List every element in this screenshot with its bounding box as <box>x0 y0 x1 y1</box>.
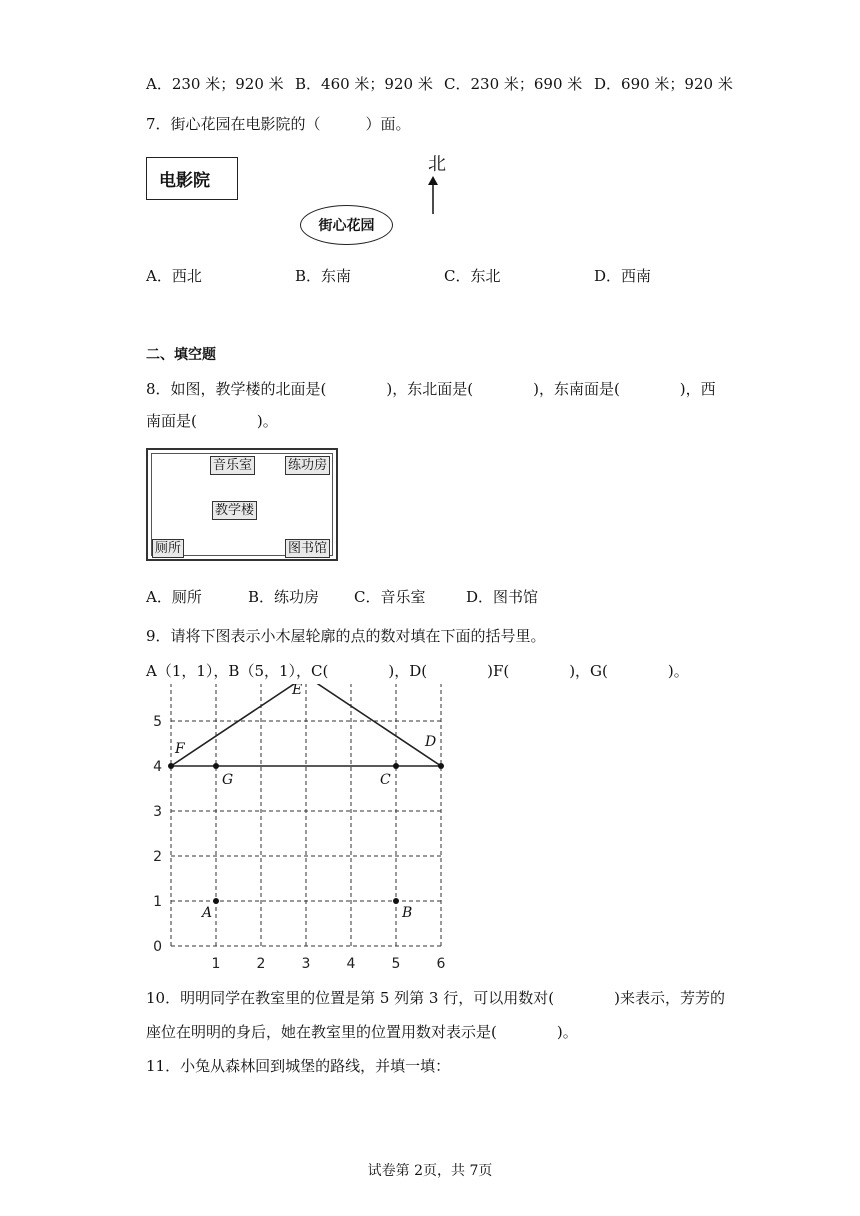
q8-option-d: D．图书馆 <box>466 588 539 606</box>
y-tick-label: 0 <box>153 939 162 955</box>
q10-line2: 座位在明明的身后，她在教室里的位置用数对表示是( )。 <box>146 1023 578 1041</box>
point-a <box>213 898 219 904</box>
y-tick-label: 1 <box>153 894 162 910</box>
point-label-a: A <box>202 905 213 921</box>
q7-question: 7．街心花园在电影院的（ ）面。 <box>146 115 411 133</box>
cinema-label: 电影院 <box>159 171 210 191</box>
building-library: 图书馆 <box>285 539 330 558</box>
q7-option-c: C．东北 <box>444 267 501 285</box>
y-tick-label: 2 <box>153 849 162 865</box>
q8-option-b: B．练功房 <box>248 588 320 606</box>
q7-option-a: A．西北 <box>146 267 202 285</box>
y-tick-label: 4 <box>153 759 162 775</box>
q11-question: 11．小兔从森林回到城堡的路线，并填一填： <box>146 1057 451 1075</box>
coordinate-grid-chart <box>140 684 460 974</box>
x-tick-label: 5 <box>391 956 401 972</box>
x-tick-label: 3 <box>301 956 311 972</box>
x-tick-label: 2 <box>256 956 266 972</box>
q8-line1: 8．如图，教学楼的北面是( )，东北面是( )，东南面是( )，西 <box>146 380 716 398</box>
point-label-c: C <box>380 772 391 788</box>
q6-option-b: B．460 米；920 米 <box>295 75 433 93</box>
garden-label: 街心花园 <box>318 218 375 234</box>
north-label: 北 <box>428 154 446 175</box>
q8-option-c: C．音乐室 <box>354 588 426 606</box>
y-tick-label <box>153 684 162 685</box>
point-c <box>393 763 399 769</box>
page-footer: 试卷第 2页，共 7页 <box>367 1163 493 1179</box>
point-label-f: F <box>175 741 185 757</box>
q7-option-d: D．西南 <box>594 267 652 285</box>
q8-option-a: A．厕所 <box>146 588 202 606</box>
x-tick-label: 6 <box>436 956 446 972</box>
building-toilet: 厕所 <box>152 539 184 558</box>
point-b <box>393 898 399 904</box>
building-practice: 练功房 <box>285 456 330 475</box>
q10-line1: 10．明明同学在教室里的位置是第 5 列第 3 行，可以用数对( )来表示，芳芳的 <box>146 989 725 1007</box>
point-label-d: D <box>425 734 437 750</box>
garden-ellipse <box>300 205 393 245</box>
point-f <box>168 763 174 769</box>
tick-labels <box>153 684 445 972</box>
building-teaching: 教学楼 <box>212 501 257 520</box>
q9-question: 9．请将下图表示小木屋轮廓的点的数对填在下面的括号里。 <box>146 627 546 645</box>
building-music: 音乐室 <box>210 456 255 475</box>
point-d <box>438 763 444 769</box>
section-title: 二、填空题 <box>146 347 216 363</box>
point-label-g: G <box>222 772 234 788</box>
y-tick-label: 5 <box>153 714 162 730</box>
q9-answer-line: A（1，1），B（5，1），C( )，D( )F( )，G( )。 <box>146 662 689 680</box>
q6-option-a: A．230 米；920 米 <box>146 75 284 93</box>
q6-option-d: D．690 米；920 米 <box>594 75 733 93</box>
cinema-box <box>146 157 238 200</box>
point-g <box>213 763 219 769</box>
y-tick-label: 3 <box>153 804 162 820</box>
point-label-b: B <box>402 905 413 921</box>
q7-option-b: B．东南 <box>295 267 352 285</box>
q6-option-c: C．230 米；690 米 <box>444 75 583 93</box>
point-label-e: E <box>292 684 303 698</box>
q8-line2: 南面是( )。 <box>146 412 278 430</box>
x-tick-label: 1 <box>211 956 221 972</box>
x-tick-label: 4 <box>346 956 356 972</box>
north-arrow-icon <box>426 176 440 216</box>
campus-map <box>146 448 338 561</box>
